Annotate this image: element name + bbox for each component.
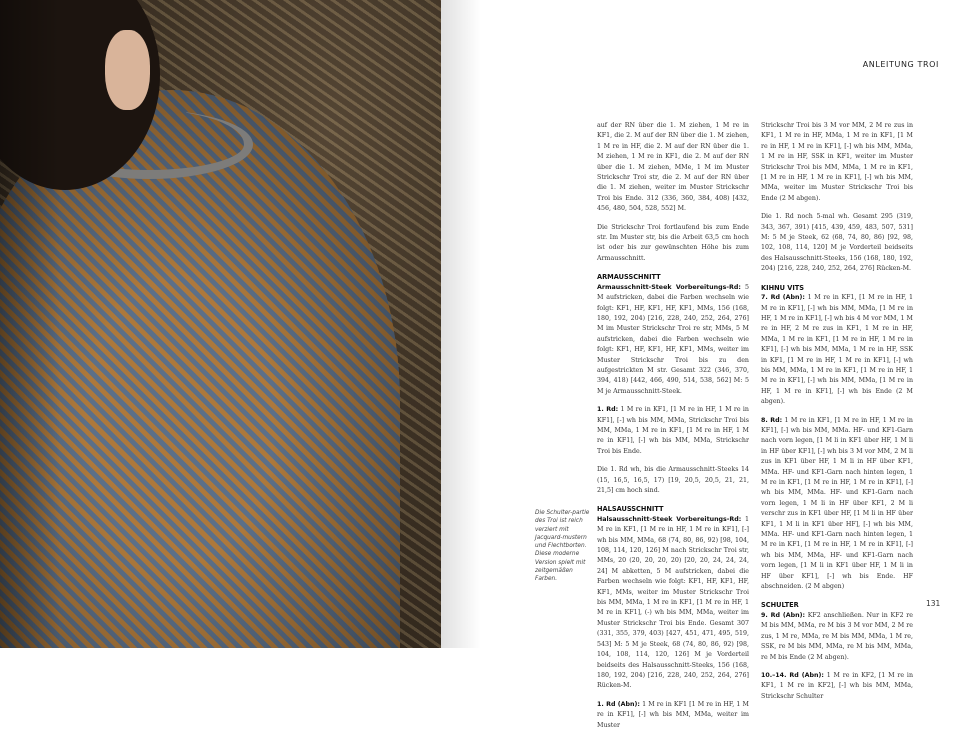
step-text: 1 M re in KF1, [1 M re in HF, 1 M re in KF1], [-] wh bis MM, MMa. HF- und KF1-Garn nach vorn legen, [1 M li in KF1 über HF, 1 M li in HF über KF1], [-] wh bis 3 M vor MM, 2 M li zus in KF1 über HF, 1 M li in HF über KF1, MMa. HF- und KF1-Garn nach hinten legen, 1 M re in KF1, [1 M re in HF, 1 M re in KF1], [-] wh bis MM, MMa. HF- und KF1-Garn nach vorn legen, 1 M li in HF über KF1, 2 M li verschr zus in KF1 über HF, [1 M li in HF über KF1, 1 M li in KF1 über HF], [-] wh bis MM, MMa. HF- und KF1-Garn nach hinten legen, 1 M re in KF1, [1 M re in HF, 1 M re in KF1], [-] wh bis MM, MMa, HF- und KF1-Garn nach vorn legen, [1 M li in KF1 über HF, 1 M li in HF über KF1], [-] wh bis Ende. HF abschneiden. (2 M abgen) (761, 416, 913, 591)
paragraph: Strickschr Troi bis 3 M vor MM, 2 M re zus in KF1, 1 M re in HF, MMa, 1 M re in KF1, [1 M re in HF, 1 M re in KF1], [-] wh bis MM, MMa, 1 M re in HF, SSK in KF1, weiter im Muster Strickschr Troi bis MM, MMa, 1 M re in KF1, [1 M re in HF, 1 M re in KF1], [-] wh bis MM, MMa, weiter im Muster Strickschr Troi bis Ende (2 M abgen). (761, 122, 913, 202)
paragraph (761, 416, 913, 593)
sweater-photo (0, 0, 441, 648)
text-column-2 (761, 121, 913, 710)
step-label: Armausschnitt-Steek Vorbereitungs-Rd: (597, 283, 741, 291)
step-label: 8. Rd: (761, 416, 783, 424)
paragraph (761, 671, 913, 702)
step-text: 1 M re in KF2, [1 M re in KF1, 1 M re in KF2], [-] wh bis MM, MMa, Strickschr Schulter (761, 671, 913, 700)
step-label: 7. Rd (Abn): (761, 294, 805, 302)
step-text: 1 M re in KF1, [1 M re in HF, 1 M re in KF1], [-] wh bis MM, MMa, 68 (74, 80, 86, 92) [98, 104, 108, 114, 120, 126] M nach Strickschr Troi str, MMs, 20 (20, 20, 20, 20) [20, 20, 24, 24, 24, 24] M abketten, 5 M aufstricken, dabei die Farben wechseln wie folgt: KF1, HF, KF1, HF, KF1, MMs, weiter im Muster Strickschr Troi bis MM, MMa, 1 M re in KF1, [1 M re in HF, 1 M re in KF1], (-) wh bis MM, MMa, weiter im Muster Strickschr Troi bis Ende. Gesamt 307 (331, 355, 379, 403) [427, 451, 471, 495, 519, 543] M: 5 M je Steek, 68 (74, 80, 86, 92) [98, 104, 108, 114, 120, 126] M je Vorderteil beidseits des Halsausschnitt-Steeks, 156 (168, 180, 192, 204) [216, 228, 240, 252, 264, 276] Rücken-M. (597, 515, 749, 690)
paragraph (597, 405, 749, 457)
paragraph (761, 611, 913, 663)
model-ear (105, 30, 150, 110)
paragraph (597, 700, 749, 731)
paragraph: Die Strickschr Troi fortlaufend bis zum Ende str. Im Muster str, bis die Arbeit 63,5 cm hoch ist oder bis zur gewünschten Höhe bis zum Armausschnitt. (597, 223, 749, 262)
paragraph (761, 293, 913, 407)
page-gutter (441, 0, 481, 648)
step-text: 1 M re in KF1, [1 M re in HF, 1 M re in KF1], [-] wh bis MM, MMa, [1 M re in HF, 1 M re in KF1], [-] wh bis 4 M vor MM, 1 M re in HF, 2 M re zus in KF1, 1 M re in HF, MMa, 1 M re in KF1, [1 M re in HF, 1 M re in KF1], [-] wh bis MM, MMa, 1 M re in HF, SSK in KF1, [1 M re in HF, 1 M re in KF1], [-] wh bis MM, MMa, 1 M re in KF1, [1 M re in HF, 1 M re in KF1], [-] wh bis MM, MMa, [1 M re in HF, 1 M re in KF1], [-] wh bis Ende (2 M abgen). (761, 294, 914, 406)
step-label: 1. Rd (Abn): (597, 700, 640, 708)
paragraph (597, 515, 749, 692)
paragraph: Die 1. Rd noch 5-mal wh. Gesamt 295 (319, 343, 367, 391) [415, 439, 459, 483, 507, 531] M: 5 M je Steek, 62 (68, 74, 80, 86) [92, 98, 102, 108, 114, 120] M je Vorderteil beidseits des Halsausschnitt-Steeks, 156 (168, 180, 192, 204) [216, 228, 240, 252, 264, 276] Rücken-M. (761, 213, 913, 273)
photo-caption: Die Schulter-partie des Troi ist reich verziert mit Jacquard-mustern und Flechtborten. Diese moderne Version spielt mit zeitgemäßen Farben. (535, 510, 590, 583)
photo-shadow (0, 0, 60, 648)
step-label: 1. Rd: (597, 406, 619, 414)
section-heading-kihnu-vits: KIHNU VITS (761, 283, 805, 292)
section-heading-schulter: SCHULTER (761, 601, 799, 610)
step-label: 10.–14. Rd (Abn): (761, 671, 824, 679)
section-heading-armausschnitt: ARMAUSSCHNITT (597, 273, 661, 282)
paragraph (597, 283, 749, 397)
step-label: 9. Rd (Abn): (761, 611, 806, 619)
step-text: 5 M aufstricken, dabei die Farben wechseln wie folgt: KF1, HF, KF1, HF, KF1, MMs, 156 (168, 180, 192, 204) [216, 228, 240, 252, 264, 276] M im Muster Strickschr Troi re str, MMs, 5 M aufstricken, dabei die Farben wechseln wie folgt: KF1, HF, KF1, HF, KF1, MMs, weiter im Muster Strickschr Troi bis zu den aufgestrickten M str. Gesamt 322 (346, 370, 394, 418) [442, 466, 490, 514, 538, 562] M: 5 M je Armausschnitt-Steek. (597, 283, 750, 395)
paragraph: auf der RN über die 1. M ziehen, 1 M re in KF1, die 2. M auf der RN über die 1. M ziehen, 1 M re in HF, die 2. M auf der RN über die 1. M ziehen, 1 M re in KF1, die 2. M auf der RN über die 1. M ziehen, MMe, 1 M im Muster Strickschr Troi str, die 2. M auf der RN über die 1. M ziehen, weiter im Muster Strickschr Troi bis Ende. 312 (336, 360, 384, 408) [432, 456, 480, 504, 528, 552] M. (597, 122, 749, 213)
step-text: KF2 anschließen. Nur in KF2 re M bis MM, MMa, re M bis 3 M vor MM, 2 M re zus, 1 M re, MMa, re M bis MM, MMa, 1 M re, SSK, re M bis MM, MMa, re M bis MM, MMa, re M bis Ende (2 M abgen). (761, 611, 913, 661)
step-label: Halsausschnitt-Steek Vorbereitungs-Rd: (597, 515, 742, 523)
step-text: 1 M re in KF1 [1 M re in HF, 1 M re in KF1], [-] wh bis MM, MMa, weiter im Muster (597, 700, 749, 729)
page-number: 131 (926, 599, 941, 608)
text-column-1 (597, 121, 749, 739)
section-heading-halsausschnitt: HALSAUSSCHNITT (597, 505, 664, 514)
paragraph: Die 1. Rd wh, bis die Armausschnitt-Steeks 14 (15, 16,5, 16,5, 17) [19, 20,5, 20,5, 21, 21, 21,5] cm hoch sind. (597, 466, 749, 494)
step-text: 1 M re in KF1, [1 M re in HF, 1 M re in KF1], [-] wh bis MM, MMa, Strickschr Troi bis MM, MMa, 1 M re in KF1, [1 M re in HF, 1 M re in KF1], [-] wh bis MM, MMa, Strickschr Troi bis Ende. (597, 406, 749, 455)
running-header: ANLEITUNG TROI (862, 60, 939, 69)
